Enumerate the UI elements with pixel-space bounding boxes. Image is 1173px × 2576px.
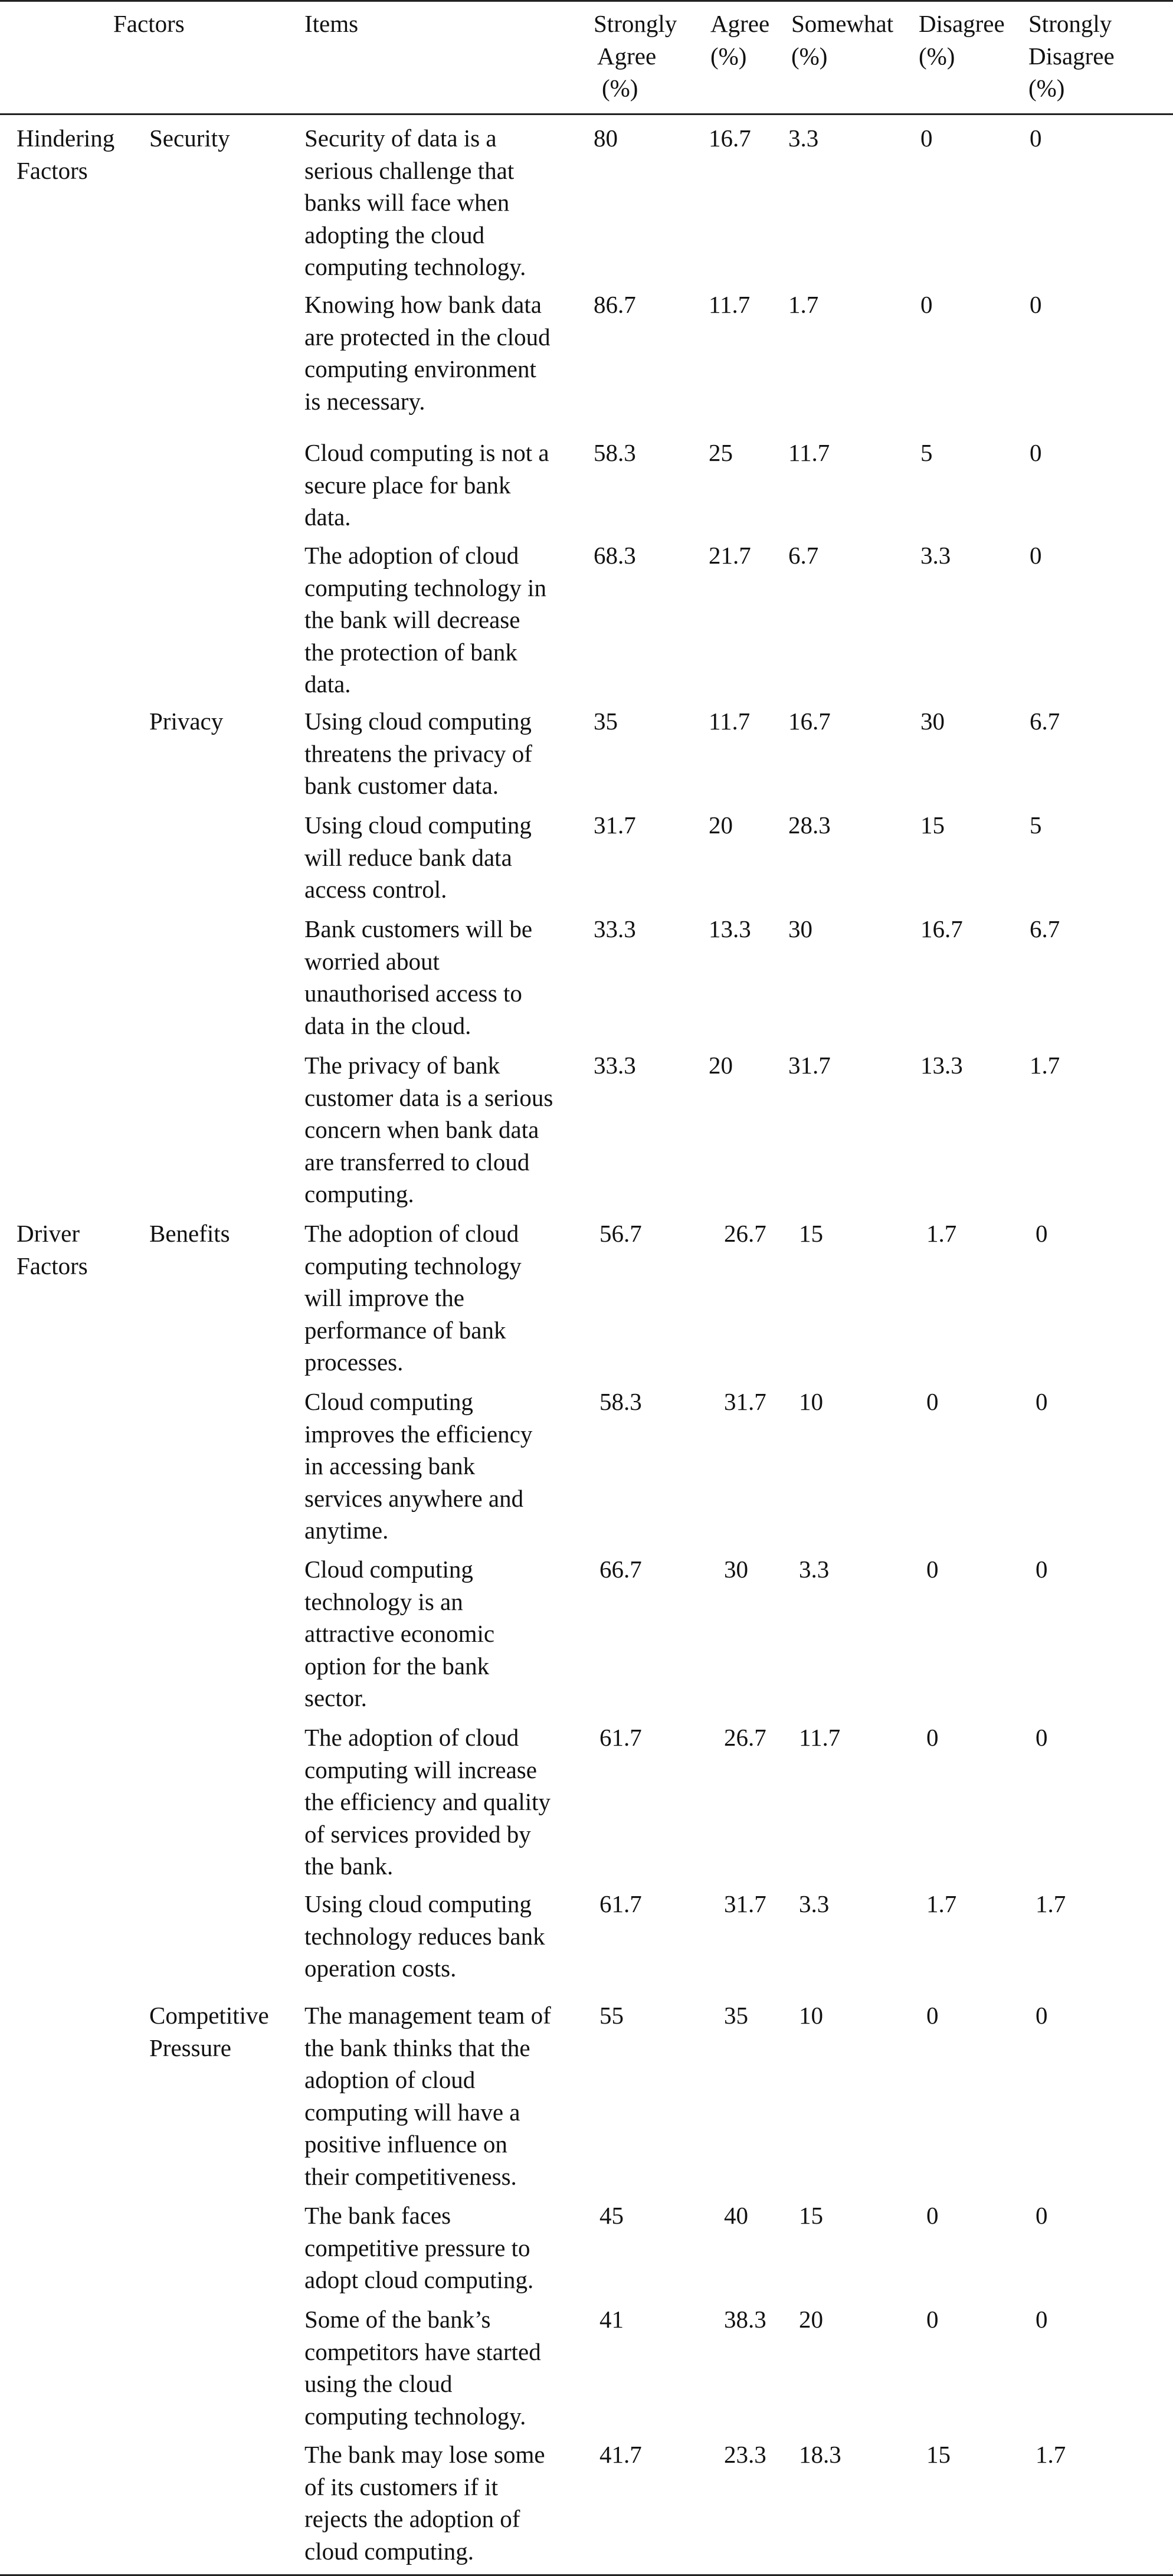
item-line: adoption of cloud xyxy=(304,2066,476,2093)
header-line: Agree xyxy=(597,42,657,70)
table-cell-sd: 1.7 xyxy=(1036,1890,1066,1917)
table-row-item xyxy=(304,809,588,906)
table-cell-a: 20 xyxy=(709,1052,733,1079)
item-line: computing technology. xyxy=(304,2402,526,2430)
item-line: anytime. xyxy=(304,1517,389,1544)
table-cell-sa: 66.7 xyxy=(599,1556,642,1583)
table-cell-sd: 0 xyxy=(1036,1724,1048,1751)
table-cell-sw: 3.3 xyxy=(788,125,819,152)
table-cell-d: 5 xyxy=(920,439,933,466)
item-line: cloud computing. xyxy=(304,2537,474,2565)
table-row-item xyxy=(304,1553,588,1714)
header-line: Somewhat xyxy=(791,10,894,37)
table-cell-sa: 80 xyxy=(594,125,618,152)
table-row-item xyxy=(304,705,588,802)
item-line: Knowing how bank data xyxy=(304,291,542,318)
table-cell-d: 0 xyxy=(920,125,933,152)
table-cell-a: 35 xyxy=(724,2002,748,2029)
table-cell-a: 25 xyxy=(709,439,733,466)
item-line: competitors have started xyxy=(304,2338,541,2365)
item-line: the protection of bank xyxy=(304,638,517,666)
table-cell-sa: 86.7 xyxy=(594,291,636,318)
table-cell-sw: 15 xyxy=(799,2202,823,2229)
group-line: Driver xyxy=(17,1220,80,1247)
table-cell-sd: 0 xyxy=(1030,125,1042,152)
table-cell-sa: 61.7 xyxy=(599,1724,642,1751)
table-cell-a: 30 xyxy=(724,1556,748,1583)
table-cell-d: 0 xyxy=(920,291,933,318)
item-line: computing technology in xyxy=(304,574,546,601)
header-line: (%) xyxy=(1028,74,1065,102)
item-line: the bank thinks that the xyxy=(304,2034,530,2061)
table-cell-sd: 1.7 xyxy=(1036,2441,1066,2468)
item-line: are transferred to cloud xyxy=(304,1148,530,1176)
header-line: Agree xyxy=(710,10,770,37)
table-cell-sd: 0 xyxy=(1030,291,1042,318)
item-line: threatens the privacy of xyxy=(304,739,532,767)
group-hindering-factors xyxy=(17,122,114,186)
table-cell-sd: 1.7 xyxy=(1030,1052,1060,1079)
item-line: Using cloud computing xyxy=(304,708,532,735)
item-line: data. xyxy=(304,503,351,531)
table-cell-sw: 10 xyxy=(799,2002,823,2029)
table-cell-sd: 0 xyxy=(1036,2306,1048,2333)
table-row-item xyxy=(304,2199,588,2296)
table-cell-sd: 0 xyxy=(1030,542,1042,569)
subgroup-privacy xyxy=(149,705,223,738)
table-cell-d: 30 xyxy=(920,708,945,735)
group-line: Factors xyxy=(17,156,88,184)
item-line: their competitiveness. xyxy=(304,2162,517,2190)
table-cell-d: 0 xyxy=(926,2002,939,2029)
item-line: of services provided by xyxy=(304,1820,531,1848)
subgroup-security xyxy=(149,122,230,155)
table-cell-a: 23.3 xyxy=(724,2441,766,2468)
item-line: Bank customers will be xyxy=(304,915,533,942)
item-line: computing will have a xyxy=(304,2098,520,2126)
table-cell-d: 0 xyxy=(926,1556,939,1583)
table-cell-a: 26.7 xyxy=(724,1220,766,1247)
table-cell-a: 16.7 xyxy=(709,125,751,152)
item-line: attractive economic xyxy=(304,1620,495,1647)
table-row-item xyxy=(304,539,588,701)
table-cell-sw: 11.7 xyxy=(788,439,830,466)
item-line: sector. xyxy=(304,1684,367,1711)
header-line: Strongly xyxy=(1028,10,1112,37)
table-cell-sa: 58.3 xyxy=(594,439,636,466)
table-row-item xyxy=(304,1217,588,1379)
table-cell-sd: 0 xyxy=(1036,2202,1048,2229)
item-line: computing technology. xyxy=(304,253,526,280)
header-line: (%) xyxy=(919,42,955,70)
header-line: Strongly xyxy=(594,10,677,37)
table-row-item xyxy=(304,437,588,533)
table-cell-sa: 35 xyxy=(594,708,618,735)
item-line: the bank will decrease xyxy=(304,606,520,633)
item-line: positive influence on xyxy=(304,2130,507,2158)
item-line: technology is an xyxy=(304,1588,463,1615)
item-line: The bank faces xyxy=(304,2202,451,2229)
header-line: Disagree xyxy=(1028,42,1115,70)
table-cell-a: 13.3 xyxy=(709,915,751,942)
item-line: are protected in the cloud xyxy=(304,323,551,351)
table-cell-sw: 15 xyxy=(799,1220,823,1247)
table-row-item xyxy=(304,1721,588,1883)
item-line: The adoption of cloud xyxy=(304,1220,519,1247)
item-line: computing technology xyxy=(304,1252,522,1279)
header-strongly-disagree xyxy=(1028,8,1115,104)
item-line: in accessing bank xyxy=(304,1452,476,1480)
table-cell-d: 16.7 xyxy=(920,915,963,942)
table-cell-sd: 0 xyxy=(1036,2002,1048,2029)
table-cell-d: 0 xyxy=(926,1724,939,1751)
item-line: computing. xyxy=(304,1180,414,1207)
subgroup-line: Benefits xyxy=(149,1220,230,1247)
item-line: Cloud computing xyxy=(304,1388,473,1415)
table-row-item xyxy=(304,913,588,1042)
item-line: technology reduces bank xyxy=(304,1922,545,1950)
item-line: The adoption of cloud xyxy=(304,542,519,569)
table-cell-sw: 6.7 xyxy=(788,542,819,569)
table-cell-sa: 56.7 xyxy=(599,1220,642,1247)
table-cell-sa: 45 xyxy=(599,2202,624,2229)
item-line: using the cloud xyxy=(304,2370,453,2397)
group-line: Hindering xyxy=(17,125,115,152)
table-cell-d: 1.7 xyxy=(926,1220,957,1247)
header-line: Disagree xyxy=(919,10,1005,37)
item-line: improves the efficiency xyxy=(304,1420,533,1448)
table-cell-a: 21.7 xyxy=(709,542,751,569)
table-cell-sw: 31.7 xyxy=(788,1052,831,1079)
subgroup-line: Security xyxy=(149,125,230,152)
item-line: option for the bank xyxy=(304,1652,490,1680)
item-line: the efficiency and quality xyxy=(304,1788,551,1815)
table-cell-a: 31.7 xyxy=(724,1890,766,1917)
header-strongly-agree xyxy=(594,8,677,104)
table-cell-sa: 41 xyxy=(599,2306,624,2333)
table-cell-sd: 0 xyxy=(1036,1220,1048,1247)
table-cell-sd: 6.7 xyxy=(1030,915,1060,942)
table-cell-sd: 0 xyxy=(1030,439,1042,466)
item-line: data. xyxy=(304,670,351,698)
table-cell-sa: 33.3 xyxy=(594,915,636,942)
table-cell-sw: 11.7 xyxy=(799,1724,841,1751)
item-line: Cloud computing xyxy=(304,1556,473,1583)
item-line: Using cloud computing xyxy=(304,811,532,839)
group-driver-factors xyxy=(17,1217,88,1282)
item-line: customer data is a serious xyxy=(304,1084,553,1111)
subgroup-line: Privacy xyxy=(149,708,224,735)
header-items: Items xyxy=(304,10,359,37)
header-line: (%) xyxy=(710,42,747,70)
item-line: services anywhere and xyxy=(304,1484,524,1512)
item-line: Security of data is a xyxy=(304,125,497,152)
table-row-item xyxy=(304,1386,588,1547)
item-line: performance of bank xyxy=(304,1316,506,1344)
table-cell-d: 15 xyxy=(926,2441,951,2468)
item-line: operation costs. xyxy=(304,1955,457,1982)
table-cell-sd: 0 xyxy=(1036,1388,1048,1415)
table-cell-sw: 10 xyxy=(799,1388,823,1415)
item-line: access control. xyxy=(304,876,447,903)
header-agree xyxy=(710,8,769,72)
subgroup-line: Pressure xyxy=(149,2034,231,2061)
item-line: Using cloud computing xyxy=(304,1890,532,1917)
item-line: Cloud computing is not a xyxy=(304,439,549,466)
group-line: Factors xyxy=(17,1252,88,1279)
item-line: will reduce bank data xyxy=(304,843,512,871)
item-line: bank customer data. xyxy=(304,772,499,799)
table-cell-sw: 1.7 xyxy=(788,291,819,318)
item-line: computing environment xyxy=(304,355,536,382)
header-somewhat xyxy=(791,8,893,72)
header-disagree xyxy=(919,8,1005,72)
item-line: the bank. xyxy=(304,1852,394,1880)
table-cell-d: 15 xyxy=(920,811,945,839)
table-row-item xyxy=(304,289,588,417)
item-line: The privacy of bank xyxy=(304,1052,500,1079)
table-cell-d: 0 xyxy=(926,2202,939,2229)
subgroup-benefits xyxy=(149,1217,230,1250)
subgroup-line: Competitive xyxy=(149,2002,269,2029)
item-line: of its customers if it xyxy=(304,2473,498,2500)
item-line: competitive pressure to xyxy=(304,2234,530,2261)
table-cell-d: 13.3 xyxy=(920,1052,963,1079)
table-cell-sd: 6.7 xyxy=(1030,708,1060,735)
header-factors: Factors xyxy=(113,10,185,37)
table-cell-a: 11.7 xyxy=(709,708,751,735)
table-row-item xyxy=(304,1049,588,1210)
table-cell-sa: 61.7 xyxy=(599,1890,642,1917)
table-cell-d: 3.3 xyxy=(920,542,951,569)
header-line: (%) xyxy=(602,74,638,102)
subgroup-competitive-pressure xyxy=(149,1999,269,2064)
table-row-item xyxy=(304,122,588,283)
table-cell-a: 11.7 xyxy=(709,291,751,318)
item-line: is necessary. xyxy=(304,387,425,415)
item-line: data in the cloud. xyxy=(304,1012,471,1039)
table-row-item xyxy=(304,2303,588,2432)
top-rule xyxy=(0,0,1173,2)
item-line: worried about xyxy=(304,947,440,975)
item-line: unauthorised access to xyxy=(304,980,522,1007)
item-line: serious challenge that xyxy=(304,156,515,184)
table-cell-a: 38.3 xyxy=(724,2306,766,2333)
table-cell-sa: 55 xyxy=(599,2002,624,2029)
item-line: The bank may lose some xyxy=(304,2441,545,2468)
item-line: rejects the adoption of xyxy=(304,2505,520,2532)
table-cell-a: 26.7 xyxy=(724,1724,766,1751)
item-line: secure place for bank xyxy=(304,471,511,499)
item-line: adopting the cloud xyxy=(304,221,485,248)
table-cell-sa: 33.3 xyxy=(594,1052,636,1079)
header-line: (%) xyxy=(791,42,828,70)
table-cell-a: 20 xyxy=(709,811,733,839)
table-cell-sw: 3.3 xyxy=(799,1556,830,1583)
table-cell-sw: 18.3 xyxy=(799,2441,841,2468)
table-row-item xyxy=(304,1888,588,1985)
table-cell-sa: 58.3 xyxy=(599,1388,642,1415)
table-cell-a: 31.7 xyxy=(724,1388,766,1415)
table-cell-sw: 30 xyxy=(788,915,812,942)
table-cell-sw: 20 xyxy=(799,2306,823,2333)
table-cell-d: 1.7 xyxy=(926,1890,957,1917)
item-line: adopt cloud computing. xyxy=(304,2266,534,2293)
header-rule xyxy=(0,113,1173,115)
table-cell-d: 0 xyxy=(926,2306,939,2333)
table-cell-sw: 28.3 xyxy=(788,811,831,839)
item-line: will improve the xyxy=(304,1284,465,1311)
table-cell-sd: 5 xyxy=(1030,811,1042,839)
table-row-item xyxy=(304,2438,588,2567)
table-cell-sw: 3.3 xyxy=(799,1890,830,1917)
table-cell-sa: 31.7 xyxy=(594,811,636,839)
table-cell-sw: 16.7 xyxy=(788,708,831,735)
table-cell-sa: 41.7 xyxy=(599,2441,642,2468)
item-line: The adoption of cloud xyxy=(304,1724,519,1751)
item-line: Some of the bank’s xyxy=(304,2306,491,2333)
item-line: concern when bank data xyxy=(304,1116,539,1143)
table-cell-a: 40 xyxy=(724,2202,748,2229)
item-line: processes. xyxy=(304,1348,404,1376)
table-cell-d: 0 xyxy=(926,1388,939,1415)
item-line: computing will increase xyxy=(304,1756,537,1783)
item-line: The management team of xyxy=(304,2002,551,2029)
table-row-item xyxy=(304,1999,588,2192)
item-line: banks will face when xyxy=(304,189,510,216)
table-cell-sd: 0 xyxy=(1036,1556,1048,1583)
table-cell-sa: 68.3 xyxy=(594,542,636,569)
